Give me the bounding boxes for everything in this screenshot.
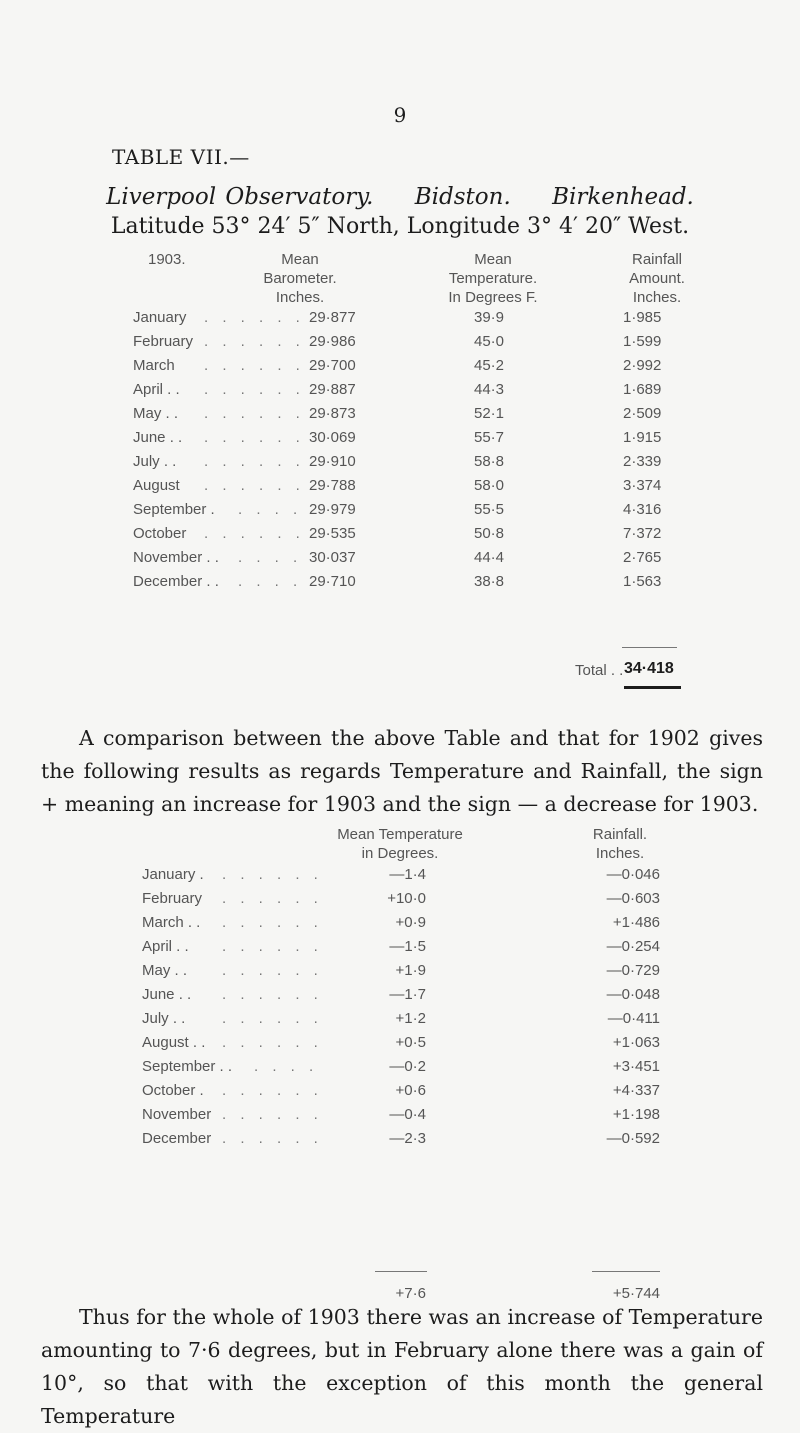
t2-leader-dots: . . . . . .: [222, 938, 323, 955]
t1-total-label: Total . .: [575, 662, 624, 679]
t1-rainfall: 7·372: [623, 525, 662, 542]
observatory-line: [0, 184, 800, 210]
t1-temperature-header-line: In Degrees F.: [448, 289, 538, 306]
t1-row: [0, 405, 800, 429]
t1-row: [0, 381, 800, 405]
t2-row: [0, 890, 800, 914]
observatory-name: Liverpool Observatory.: [106, 184, 374, 210]
t1-barometer: 29·873: [309, 405, 356, 422]
t1-barometer: 29·877: [309, 309, 356, 326]
t2-temperature-change: +1·2: [395, 1010, 426, 1027]
t2-rainfall-change: +4·337: [612, 1082, 660, 1099]
t1-barometer-header-line: Barometer.: [263, 270, 337, 287]
t1-month: May . .: [133, 405, 179, 422]
page-number: 9: [393, 103, 407, 127]
t2-row: [0, 986, 800, 1010]
observatory-place-2: Birkenhead.: [552, 184, 694, 210]
t1-temperature-header-line: Temperature.: [448, 270, 538, 287]
t2-row: [0, 962, 800, 986]
t2-rainfall-change: —0·729: [606, 962, 660, 979]
t2-rainfall-change: —0·411: [607, 1010, 660, 1027]
t1-barometer: 29·710: [309, 573, 356, 590]
t2-month: August . .: [142, 1034, 206, 1051]
t2-leader-dots: . . . . . .: [222, 914, 323, 931]
t2-row: [0, 866, 800, 890]
t1-leader-dots: . . . . . .: [204, 357, 305, 374]
t1-month: June . .: [133, 429, 183, 446]
t1-temperature: 50·8: [474, 525, 505, 542]
t2-temperature-header-line: in Degrees.: [361, 845, 439, 862]
t1-temperature: 52·1: [474, 405, 505, 422]
t2-leader-dots: . . . . . .: [222, 1130, 323, 1147]
t1-rainfall: 1·689: [623, 381, 662, 398]
t1-rainfall: 4·316: [623, 501, 662, 518]
t1-leader-dots: . . . . . .: [204, 477, 305, 494]
t2-month: March . .: [142, 914, 201, 931]
t1-temperature: 38·8: [474, 573, 505, 590]
t2-temperature-header-line: Mean Temperature: [337, 826, 463, 843]
t2-month: October .: [142, 1082, 204, 1099]
t2-leader-dots: . . . . . .: [222, 1106, 323, 1123]
t2-month: September . .: [142, 1058, 233, 1075]
t2-leader-dots: . . . . . .: [222, 1082, 323, 1099]
t1-row: [0, 429, 800, 453]
t2-temperature-change: —1·5: [389, 938, 426, 955]
t1-temperature: 55·5: [474, 501, 505, 518]
t1-rainfall: 2·765: [623, 549, 662, 566]
t2-rainfall-change: +1·486: [612, 914, 660, 931]
t1-temperature: 44·3: [474, 381, 505, 398]
t1-leader-dots: . . . . . .: [204, 333, 305, 350]
t1-row: [0, 501, 800, 525]
t2-rainfall-change: —0·048: [606, 986, 660, 1003]
t1-rainfall: 1·985: [623, 309, 662, 326]
t1-month: December . .: [133, 573, 219, 590]
t1-rainfall-header-line: Rainfall: [631, 251, 683, 268]
t2-temperature-change: +1·9: [395, 962, 426, 979]
t2-temperature-change: —1·7: [389, 986, 426, 1003]
t2-leader-dots: . . . . . .: [222, 1034, 323, 1051]
t1-rainfall-header-line: Inches.: [632, 289, 682, 306]
t1-month: March: [133, 357, 175, 374]
t2-row: [0, 1010, 800, 1034]
t1-barometer: 30·069: [309, 429, 356, 446]
t2-month: December: [142, 1130, 212, 1147]
t1-row: [0, 453, 800, 477]
t2-rainfall-change: —0·603: [606, 890, 660, 907]
t2-rainfall-sum-rule: [592, 1271, 660, 1272]
t1-rainfall: 2·992: [623, 357, 662, 374]
t1-month: January: [133, 309, 187, 326]
t2-leader-dots: . . . . . .: [222, 962, 323, 979]
t1-temperature: 55·7: [474, 429, 505, 446]
t2-month: November: [142, 1106, 212, 1123]
table-title: TABLE VII.—: [112, 145, 250, 169]
t1-month: September .: [133, 501, 215, 518]
t1-total-value: 34·418: [624, 660, 674, 677]
t2-rainfall-change: +1·063: [612, 1034, 660, 1051]
t2-temperature-sum-rule: [375, 1271, 427, 1272]
t1-temperature: 58·8: [474, 453, 505, 470]
t1-barometer: 29·788: [309, 477, 356, 494]
t2-leader-dots: . . . . . .: [222, 1010, 323, 1027]
t2-month: January .: [142, 866, 204, 883]
t1-leader-dots: . . . . . .: [204, 309, 305, 326]
t2-row: [0, 1034, 800, 1058]
t1-row: [0, 477, 800, 501]
t1-leader-dots: . . . . . .: [204, 453, 305, 470]
t1-barometer: 29·700: [309, 357, 356, 374]
t2-rainfall-change: +3·451: [612, 1058, 660, 1075]
t1-barometer: 29·910: [309, 453, 356, 470]
t1-barometer: 29·986: [309, 333, 356, 350]
latitude-line: Latitude 53° 24′ 5″ North, Longitude 3° 4′ 20″ West.: [110, 214, 690, 239]
t2-leader-dots: . . . . . .: [222, 986, 323, 1003]
t1-row: [0, 549, 800, 573]
t1-month: July . .: [133, 453, 177, 470]
t2-temperature-change: +10·0: [387, 890, 426, 907]
t1-leader-dots: . . . .: [238, 573, 303, 590]
t2-row: [0, 1082, 800, 1106]
t1-month: October: [133, 525, 187, 542]
t1-leader-dots: . . . .: [238, 549, 303, 566]
observatory-place-1: Bidston.: [414, 184, 511, 210]
t1-total-double-rule: [624, 686, 681, 689]
t1-rainfall: 2·339: [623, 453, 662, 470]
t1-year-header: 1903.: [148, 251, 186, 268]
t1-leader-dots: . . . . . .: [204, 525, 305, 542]
t1-barometer: 30·037: [309, 549, 356, 566]
t1-row: [0, 525, 800, 549]
t2-month: February: [142, 890, 203, 907]
t1-rainfall: 1·563: [623, 573, 662, 590]
t1-barometer-header-line: Mean: [281, 251, 319, 268]
t1-row: [0, 333, 800, 357]
t2-leader-dots: . . . . . .: [222, 890, 323, 907]
t1-temperature: 39·9: [474, 309, 505, 326]
t1-rainfall: 3·374: [623, 477, 662, 494]
t2-temperature-change: —0·4: [389, 1106, 426, 1123]
t1-barometer: 29·535: [309, 525, 356, 542]
t2-rainfall-header: [575, 825, 665, 863]
t2-rainfall-sum: +5·744: [612, 1285, 660, 1302]
t2-rainfall-header-line: Inches.: [595, 845, 645, 862]
t2-row: [0, 1130, 800, 1154]
t2-row: [0, 1058, 800, 1082]
t1-leader-dots: . . . . . .: [204, 381, 305, 398]
paragraph-summary: Thus for the whole of 1903 there was an increase of Temperature amounting to 7·6 degrees, but in February alone there was a gain of 10°, so that with the exception of this month the general Temperature: [41, 1305, 763, 1428]
t2-temperature-change: +0·6: [395, 1082, 426, 1099]
t1-barometer: 29·979: [309, 501, 356, 518]
t1-temperature: 45·0: [474, 333, 505, 350]
t2-month: April . .: [142, 938, 189, 955]
t1-row: [0, 309, 800, 333]
t1-barometer-header-line: Inches.: [275, 289, 325, 306]
t1-leader-dots: . . . . . .: [204, 429, 305, 446]
t1-total-rule: [622, 647, 677, 648]
t2-temperature-header: [310, 825, 490, 863]
t2-row: [0, 938, 800, 962]
t1-month: November . .: [133, 549, 219, 566]
t2-rainfall-header-line: Rainfall.: [592, 826, 648, 843]
t2-temperature-change: +0·9: [395, 914, 426, 931]
t2-rainfall-change: —0·046: [606, 866, 660, 883]
t1-rainfall-header: [612, 250, 702, 307]
t2-leader-dots: . . . .: [254, 1058, 319, 1075]
t1-month: April . .: [133, 381, 180, 398]
t2-temperature-sum: +7·6: [395, 1285, 426, 1302]
t2-row: [0, 1106, 800, 1130]
t1-barometer: 29·887: [309, 381, 356, 398]
t1-rainfall: 2·509: [623, 405, 662, 422]
t1-row: [0, 573, 800, 597]
t1-row: [0, 357, 800, 381]
t2-month: June . .: [142, 986, 192, 1003]
t2-temperature-change: +0·5: [395, 1034, 426, 1051]
t2-month: May . .: [142, 962, 188, 979]
t1-temperature: 44·4: [474, 549, 505, 566]
t1-rainfall: 1·599: [623, 333, 662, 350]
t1-month: February: [133, 333, 194, 350]
t2-temperature-change: —2·3: [389, 1130, 426, 1147]
t2-leader-dots: . . . . . .: [222, 866, 323, 883]
t1-rainfall-header-line: Amount.: [629, 270, 685, 287]
t1-barometer-header: [255, 250, 345, 307]
t2-month: July . .: [142, 1010, 186, 1027]
t1-temperature: 45·2: [474, 357, 505, 374]
t2-row: [0, 914, 800, 938]
t1-leader-dots: . . . .: [238, 501, 303, 518]
t2-rainfall-change: +1·198: [612, 1106, 660, 1123]
t1-month: August: [133, 477, 180, 494]
t1-temperature-header-line: Mean: [474, 251, 512, 268]
t2-rainfall-change: —0·254: [606, 938, 660, 955]
t2-temperature-change: —0·2: [389, 1058, 426, 1075]
t2-temperature-change: —1·4: [389, 866, 426, 883]
t1-temperature-header: [428, 250, 558, 307]
t1-leader-dots: . . . . . .: [204, 405, 305, 422]
t1-rainfall: 1·915: [623, 429, 662, 446]
t1-temperature: 58·0: [474, 477, 505, 494]
t2-rainfall-change: —0·592: [606, 1130, 660, 1147]
paragraph-comparison: A comparison between the above Table and that for 1902 gives the following results as regards Temperature and Rainfall, the sign + meaning an increase for 1903 and the sign — a decrease for 1903.: [41, 726, 763, 816]
